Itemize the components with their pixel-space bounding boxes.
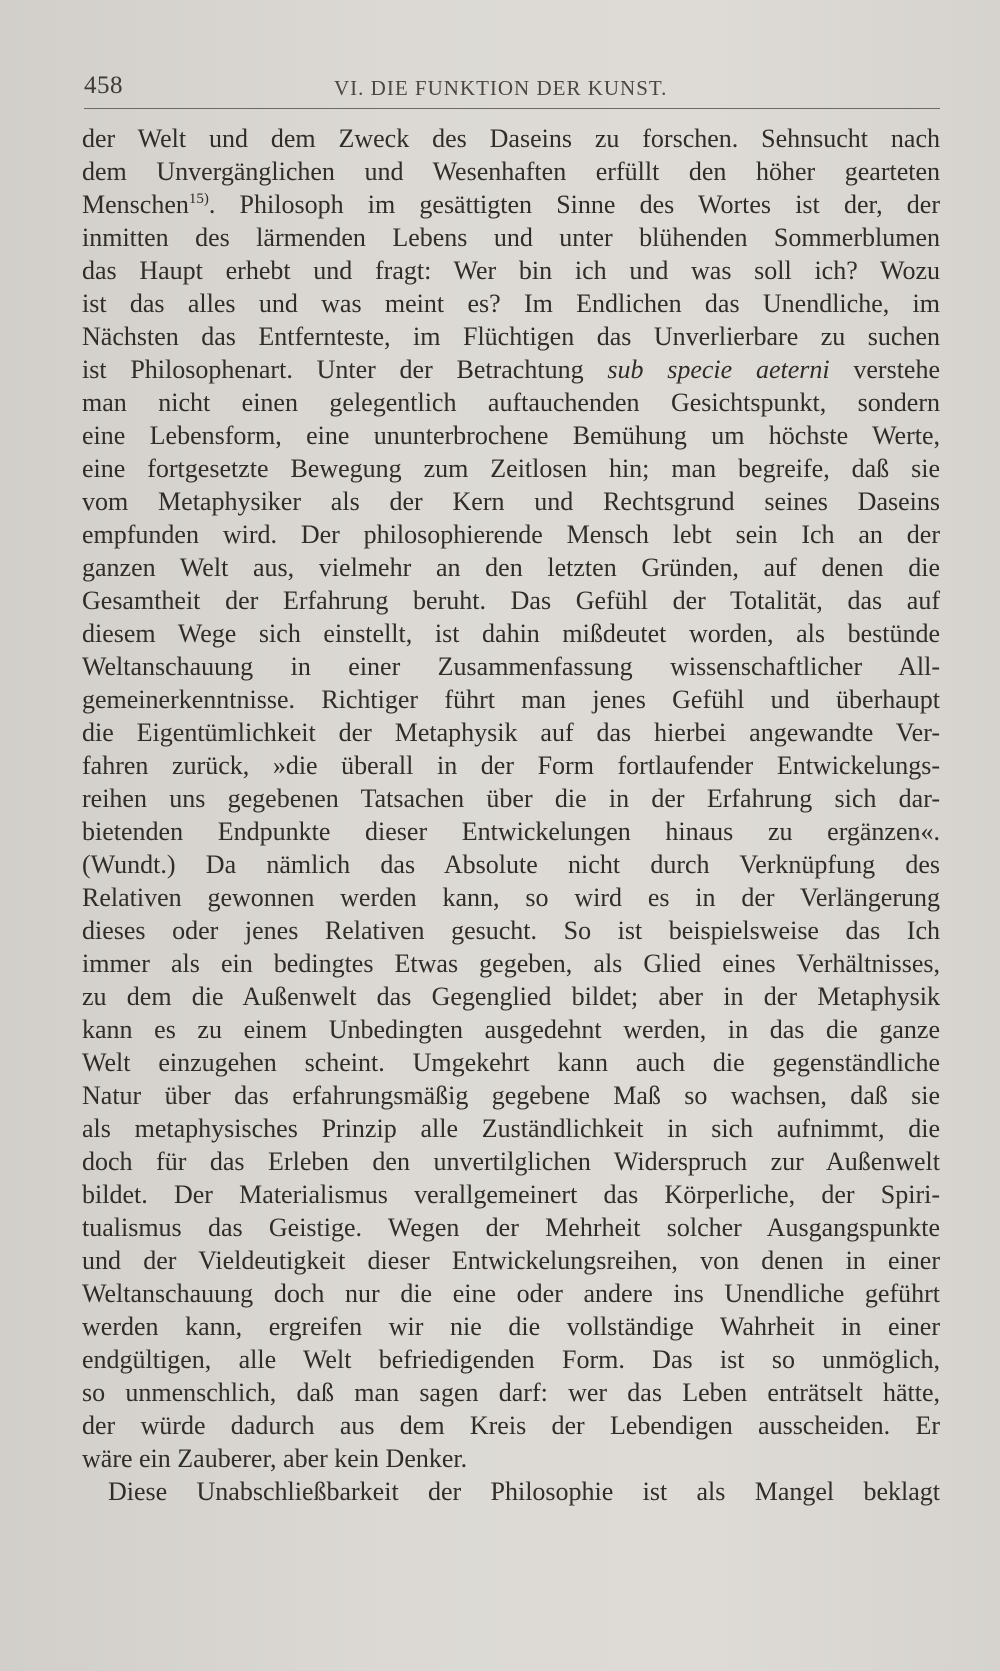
text-line: inmitten des lärmenden Lebens und unter blühenden Sommerblumen [82,223,940,252]
text-line: das Haupt erhebt und fragt: Wer bin ich und was soll ich? Wozu [82,256,940,285]
text-line: vom Metaphysiker als der Kern und Rechtsgrund seines Daseins [82,487,940,516]
text-segment: . Philosoph im gesättigten Sinne des Wortes ist der, der [208,190,940,219]
text-line: Weltanschauung in einer Zusammenfassung wissenschaftlicher All- [82,652,940,681]
text-line: Diese Unabschließbarkeit der Philosophie ist als Mangel beklagt [108,1477,940,1506]
footnote-reference: 15) [188,191,209,207]
text-line: Relativen gewonnen werden kann, so wird es in der Verlängerung [82,883,940,912]
text-line: endgültigen, alle Welt befriedigenden Form. Das ist so unmöglich, [82,1345,940,1374]
text-line: doch für das Erleben den unvertilglichen Widerspruch zur Außenwelt [82,1147,940,1176]
text-line: eine Lebensform, eine ununterbrochene Bemühung um höchste Werte, [82,421,940,450]
text-line: zu dem die Außenwelt das Gegenglied bildet; aber in der Metaphysik [82,982,940,1011]
text-line: tualismus das Geistige. Wegen der Mehrheit solcher Ausgangspunkte [82,1213,940,1242]
text-line: empfunden wird. Der philosophierende Mensch lebt sein Ich an der [82,520,940,549]
text-line: kann es zu einem Unbedingten ausgedehnt werden, in das die ganze [82,1015,940,1044]
text-line: man nicht einen gelegentlich auftauchenden Gesichtspunkt, sondern [82,388,940,417]
text-segment: ist Philosophenart. Unter der Betrachtung [82,355,608,384]
text-line: gemeinerkenntnisse. Richtiger führt man jenes Gefühl und überhaupt [82,685,940,714]
text-line: Nächsten das Entfernteste, im Flüchtigen das Unverlierbare zu suchen [82,322,940,351]
text-line: (Wundt.) Da nämlich das Absolute nicht durch Verknüpfung des [82,850,940,879]
text-line: fahren zurück, »die überall in der Form fortlaufender Entwickelungs- [82,751,940,780]
text-line: die Eigentümlichkeit der Metaphysik auf das hierbei angewandte Ver- [82,718,940,747]
text-line: reihen uns gegebenen Tatsachen über die in der Erfahrung sich dar- [82,784,940,813]
page-header [84,68,940,109]
text-line: ist das alles und was meint es? Im Endlichen das Unendliche, im [82,289,940,318]
text-line: Natur über das erfahrungsmäßig gegebene Maß so wachsen, daß sie [82,1081,940,1110]
text-line: Gesamtheit der Erfahrung beruht. Das Gefühl der Totalität, das auf [82,586,940,615]
text-line: eine fortgesetzte Bewegung zum Zeitlosen hin; man begreife, daß sie [82,454,940,483]
text-line: diesem Wege sich einstellt, ist dahin mißdeutet worden, als bestünde [82,619,940,648]
text-line: und der Vieldeutigkeit dieser Entwickelungsreihen, von denen in einer [82,1246,940,1275]
text-line: wäre ein Zauberer, aber kein Denker. [82,1444,468,1473]
text-line: ganzen Welt aus, vielmehr an den letzten Gründen, auf denen die [82,553,940,582]
body-text [82,122,940,1508]
page-number: 458 [84,72,123,99]
text-line: der Welt und dem Zweck des Daseins zu forschen. Sehnsucht nach [82,124,940,153]
text-line: Weltanschauung doch nur die eine oder andere ins Unendliche geführt [82,1279,940,1308]
running-head: VI. DIE FUNKTION DER KUNST. [334,76,668,100]
text-line: werden kann, ergreifen wir nie die vollständige Wahrheit in einer [82,1312,940,1341]
text-line: dieses oder jenes Relativen gesucht. So ist beispielsweise das Ich [82,916,940,945]
text-segment: Menschen [82,190,189,219]
latin-phrase: sub specie aeterni [607,355,830,384]
text-line: bildet. Der Materialismus verallgemeinert das Körperliche, der Spiri- [82,1180,940,1209]
text-line: so unmenschlich, daß man sagen darf: wer das Leben enträtselt hätte, [82,1378,940,1407]
text-line: der würde dadurch aus dem Kreis der Lebendigen ausscheiden. Er [82,1411,940,1440]
text-line: dem Unvergänglichen und Wesenhaften erfüllt den höher gearteten [82,157,940,186]
text-line: Welt einzugehen scheint. Umgekehrt kann auch die gegenständliche [82,1048,940,1077]
text-line: bietenden Endpunkte dieser Entwickelungen hinaus zu ergänzen«. [82,817,940,846]
text-line [82,188,940,221]
text-segment: verstehe [829,355,940,384]
text-line: immer als ein bedingtes Etwas gegeben, als Glied eines Verhältnisses, [82,949,940,978]
text-line: als metaphysisches Prinzip alle Zuständlichkeit in sich aufnimmt, die [82,1114,940,1143]
text-line [82,353,940,386]
